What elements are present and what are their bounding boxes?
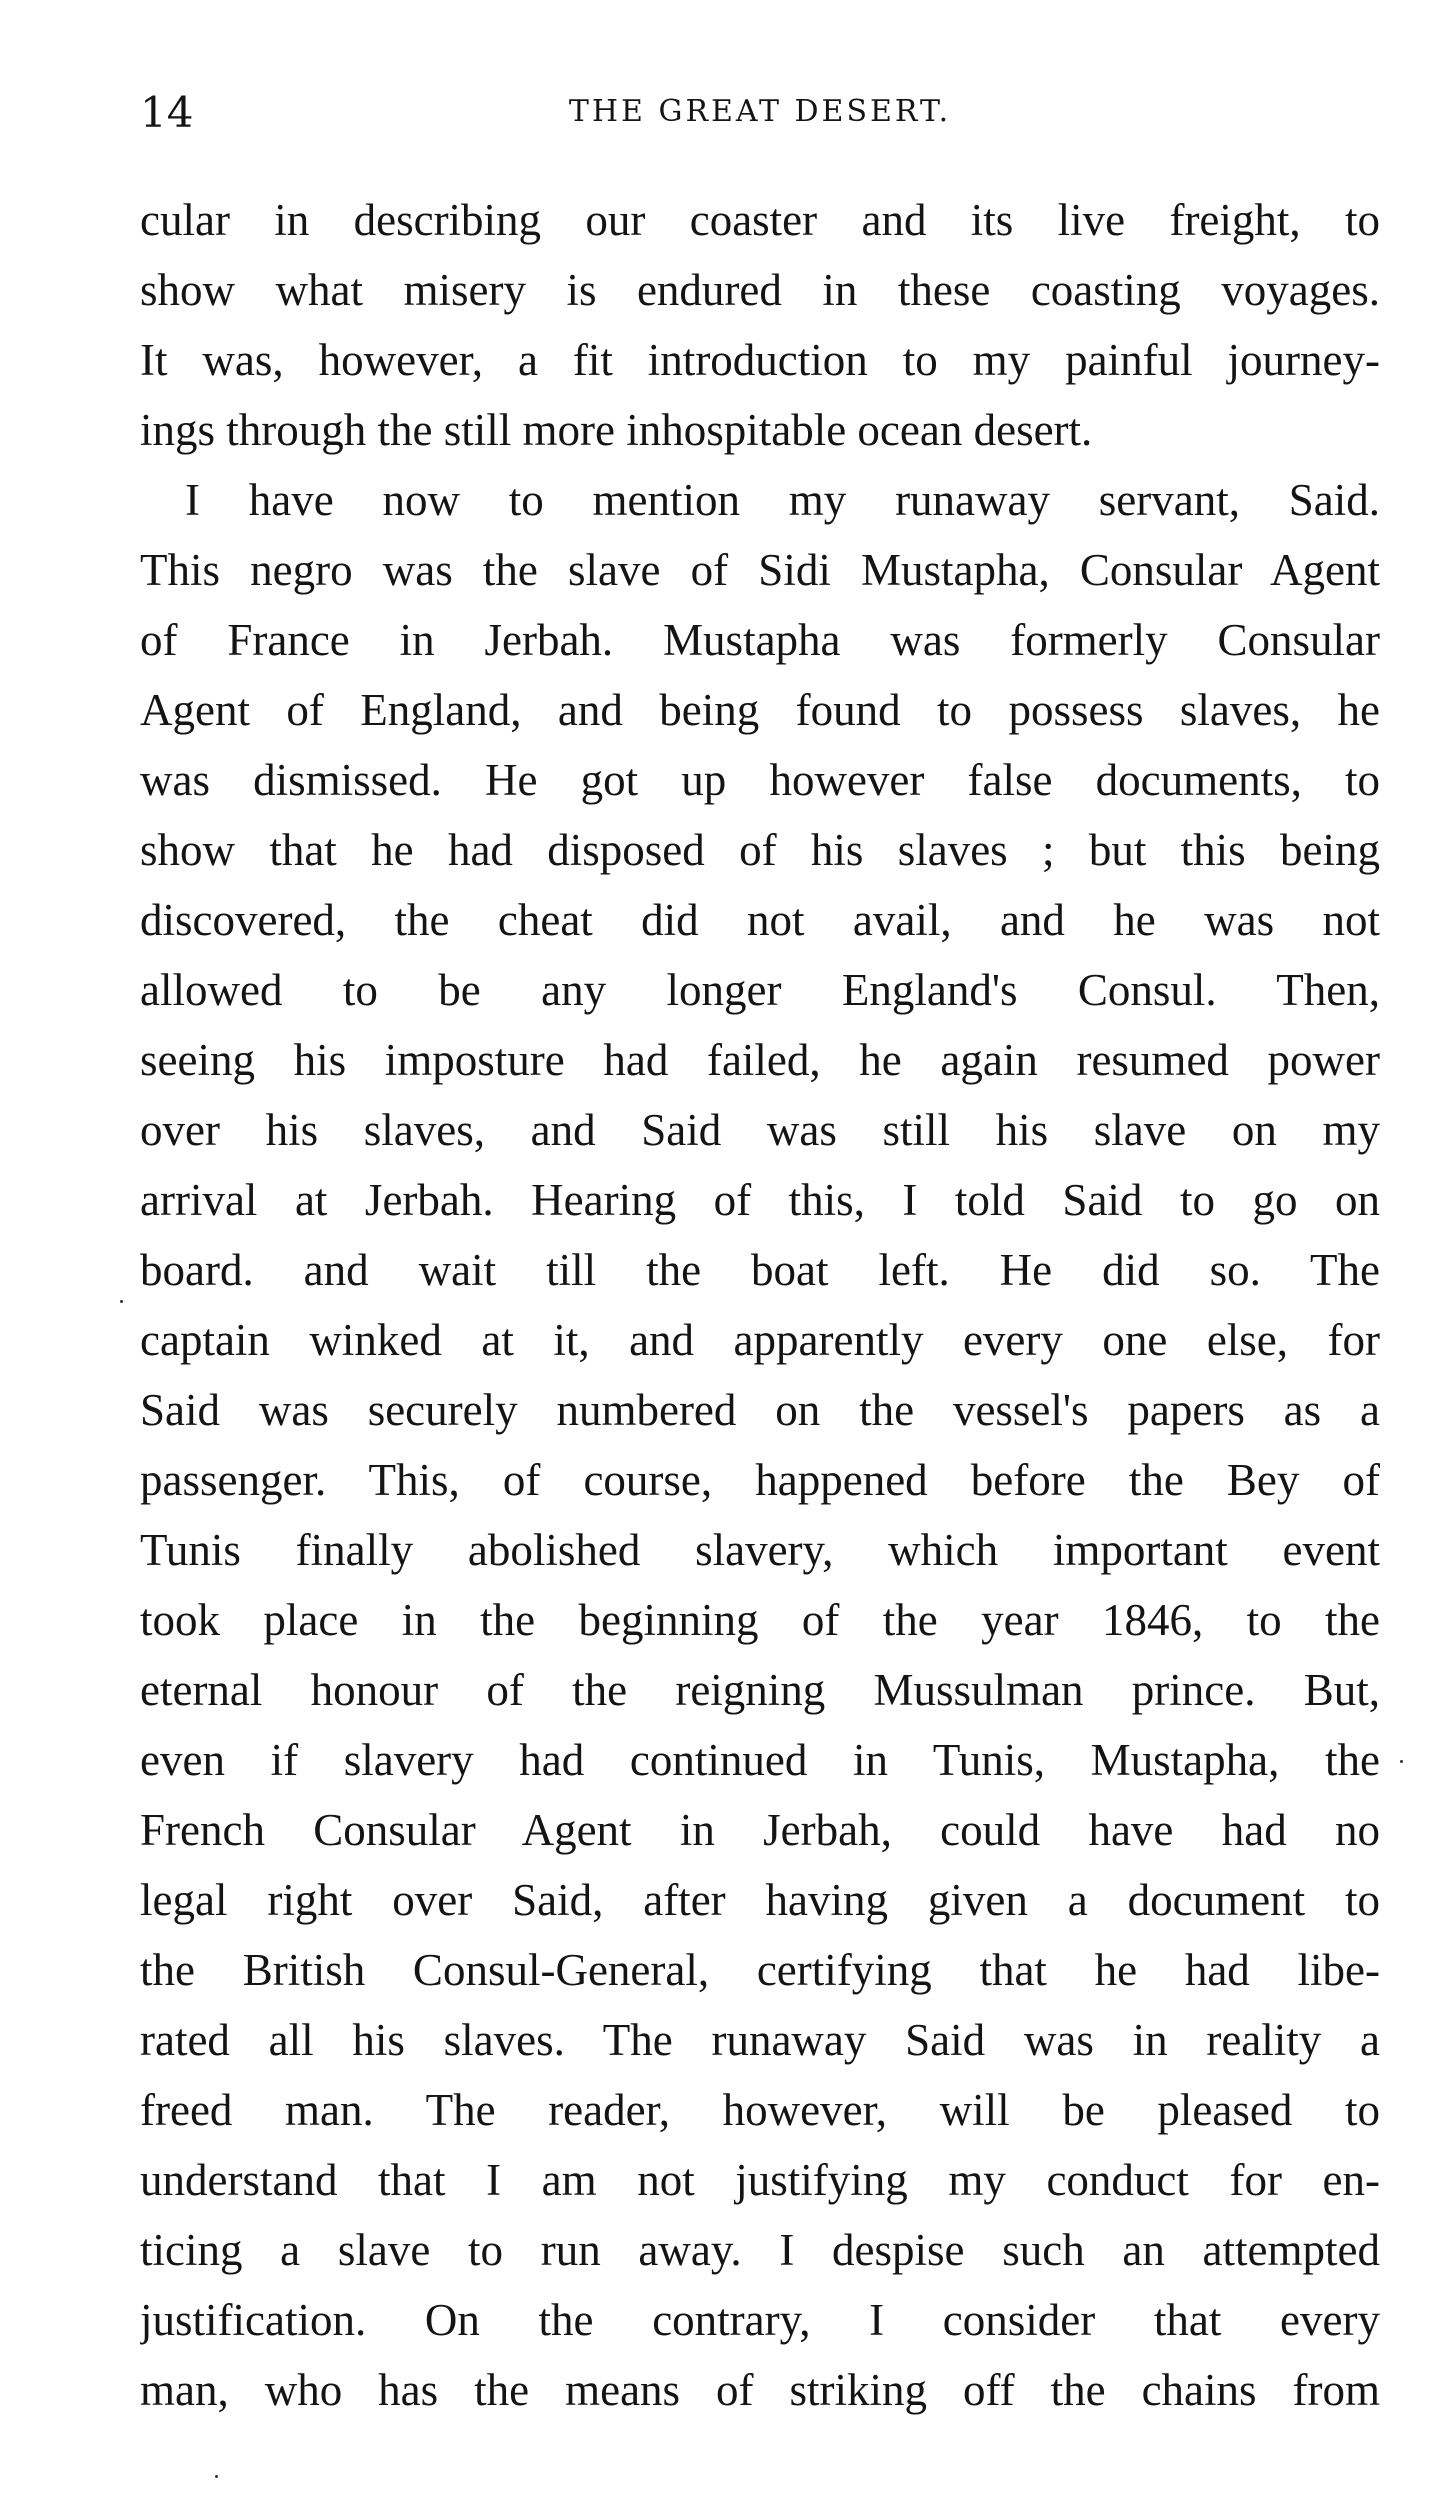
text-line: Tunis finally abolished slavery, which important event <box>140 1525 1380 1575</box>
speck <box>215 2475 218 2478</box>
text-line: passenger. This, of course, happened before the Bey of <box>140 1455 1380 1505</box>
running-head: THE GREAT DESERT. <box>568 94 952 129</box>
speck <box>1400 1760 1403 1763</box>
text-line: rated all his slaves. The runaway Said was in reality a <box>140 2015 1380 2065</box>
text-line: board. and wait till the boat left. He did so. The <box>140 1245 1380 1295</box>
speck <box>120 1300 123 1303</box>
text-line: man, who has the means of striking off the chains from <box>140 2365 1380 2415</box>
text-line: of France in Jerbah. Mustapha was formerly Consular <box>140 615 1380 665</box>
text-line: eternal honour of the reigning Mussulman prince. But, <box>140 1665 1380 1715</box>
text-line: over his slaves, and Said was still his slave on my <box>140 1105 1380 1155</box>
text-line: took place in the beginning of the year 1846, to the <box>140 1595 1380 1645</box>
text-line: discovered, the cheat did not avail, and he was not <box>140 895 1380 945</box>
text-line: seeing his imposture had failed, he again resumed power <box>140 1035 1380 1085</box>
text-line: ings through the still more inhospitable ocean desert. <box>140 405 1093 455</box>
text-line: captain winked at it, and apparently every one else, for <box>140 1315 1380 1365</box>
text-line: the British Consul-General, certifying that he had libe- <box>140 1945 1380 1995</box>
text-line: show that he had disposed of his slaves ; but this being <box>140 825 1380 875</box>
text-line: show what misery is endured in these coasting voyages. <box>140 265 1380 315</box>
text-line: French Consular Agent in Jerbah, could have had no <box>140 1805 1380 1855</box>
text-line: It was, however, a fit introduction to my painful journey- <box>140 335 1380 385</box>
page-number: 14 <box>140 88 194 137</box>
text-line: This negro was the slave of Sidi Mustapha, Consular Agent <box>140 545 1380 595</box>
text-line: cular in describing our coaster and its live freight, to <box>140 195 1380 245</box>
text-line: even if slavery had continued in Tunis, Mustapha, the <box>140 1735 1380 1785</box>
text-line: justification. On the contrary, I consider that every <box>140 2295 1380 2345</box>
body-text <box>140 185 1380 2425</box>
text-line: arrival at Jerbah. Hearing of this, I told Said to go on <box>140 1175 1380 1225</box>
text-line: legal right over Said, after having given a document to <box>140 1875 1380 1925</box>
text-line: was dismissed. He got up however false documents, to <box>140 755 1380 805</box>
text-line: allowed to be any longer England's Consul. Then, <box>140 965 1380 1015</box>
text-line: understand that I am not justifying my conduct for en- <box>140 2155 1380 2205</box>
text-line: Agent of England, and being found to possess slaves, he <box>140 685 1380 735</box>
text-line: ticing a slave to run away. I despise such an attempted <box>140 2225 1380 2275</box>
text-line: Said was securely numbered on the vessel's papers as a <box>140 1385 1380 1435</box>
page-header <box>140 88 1380 148</box>
text-line: freed man. The reader, however, will be pleased to <box>140 2085 1380 2135</box>
text-line: I have now to mention my runaway servant, Said. <box>185 475 1380 525</box>
